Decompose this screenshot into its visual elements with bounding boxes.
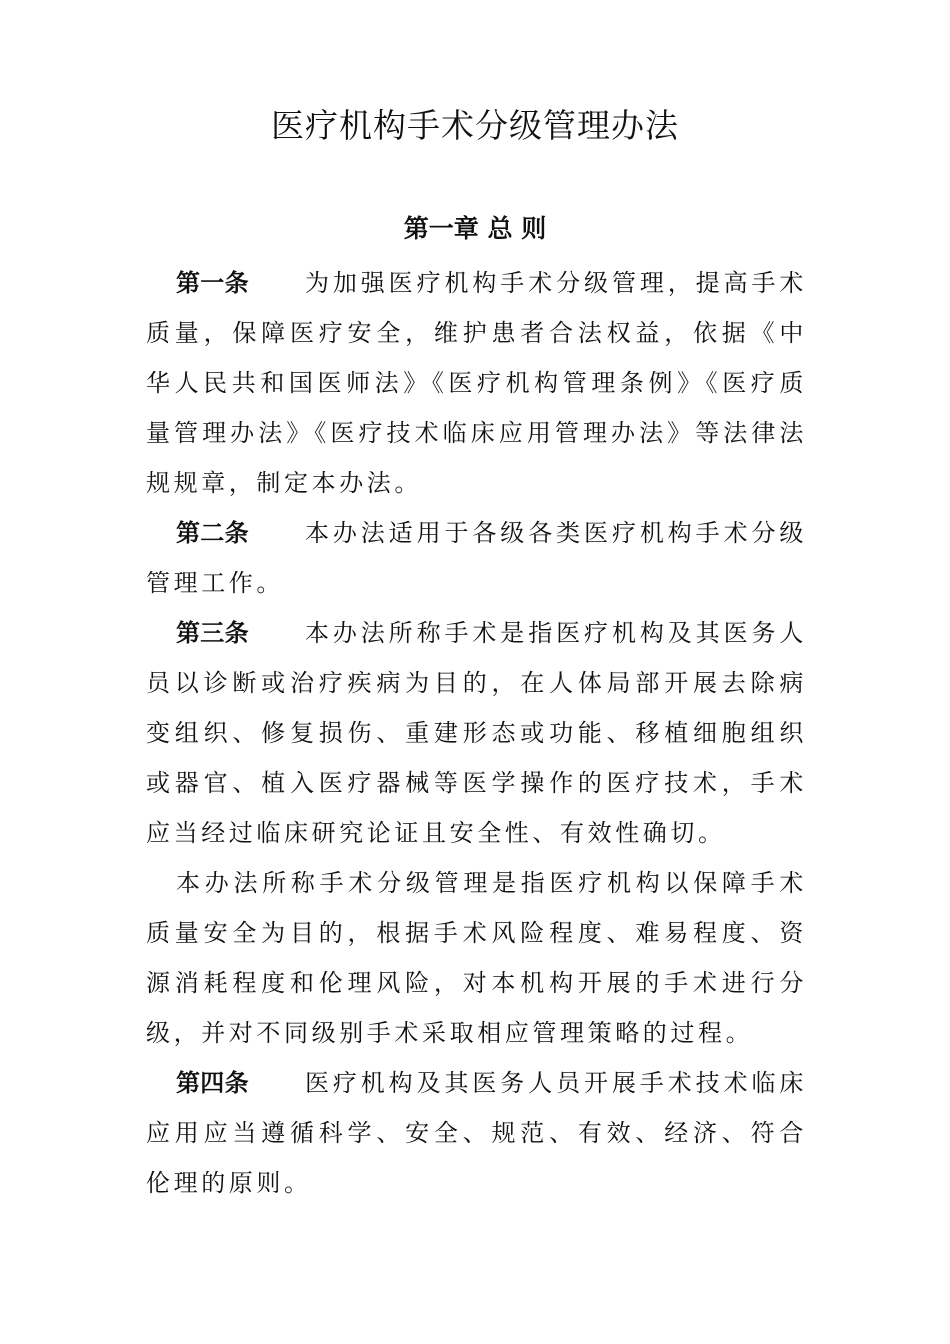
article-3-second-paragraph [146,858,807,1058]
article-2-text: 本办法适用于各级各类医疗机构手术分级管理工作。 [146,519,807,597]
article-4-label: 第四条 [176,1069,249,1097]
article-2-paragraph [146,508,807,608]
article-1-text: 为加强医疗机构手术分级管理，提高手术质量，保障医疗安全，维护患者合法权益，依据《中华人民共和国医师法》《医疗机构管理条例》《医疗质量管理办法》《医疗技术临床应用管理办法》等法律法规规章，制定本办法。 [146,269,807,497]
article-3-second-text: 本办法所称手术分级管理是指医疗机构以保障手术质量安全为目的，根据手术风险程度、难易程度、资源消耗程度和伦理风险，对本机构开展的手术进行分级，并对不同级别手术采取相应管理策略的过程。 [146,869,807,1047]
document-body [146,258,807,1208]
document-title: 医疗机构手术分级管理办法 [271,106,679,145]
article-2-label: 第二条 [176,519,249,547]
article-3-text: 本办法所称手术是指医疗机构及其医务人员以诊断或治疗疾病为目的，在人体局部开展去除病变组织、修复损伤、重建形态或功能、移植细胞组织或器官、植入医疗器械等医学操作的医疗技术，手术应当经过临床研究论证且安全性、有效性确切。 [146,619,807,847]
article-1-paragraph [146,258,807,508]
article-4-text: 医疗机构及其医务人员开展手术技术临床应用应当遵循科学、安全、规范、有效、经济、符合伦理的原则。 [146,1069,807,1197]
article-3-label: 第三条 [176,619,249,647]
article-3-paragraph [146,608,807,858]
chapter-heading: 第一章 总 则 [403,214,547,243]
article-4-paragraph [146,1058,807,1208]
article-1-label: 第一条 [176,269,249,297]
